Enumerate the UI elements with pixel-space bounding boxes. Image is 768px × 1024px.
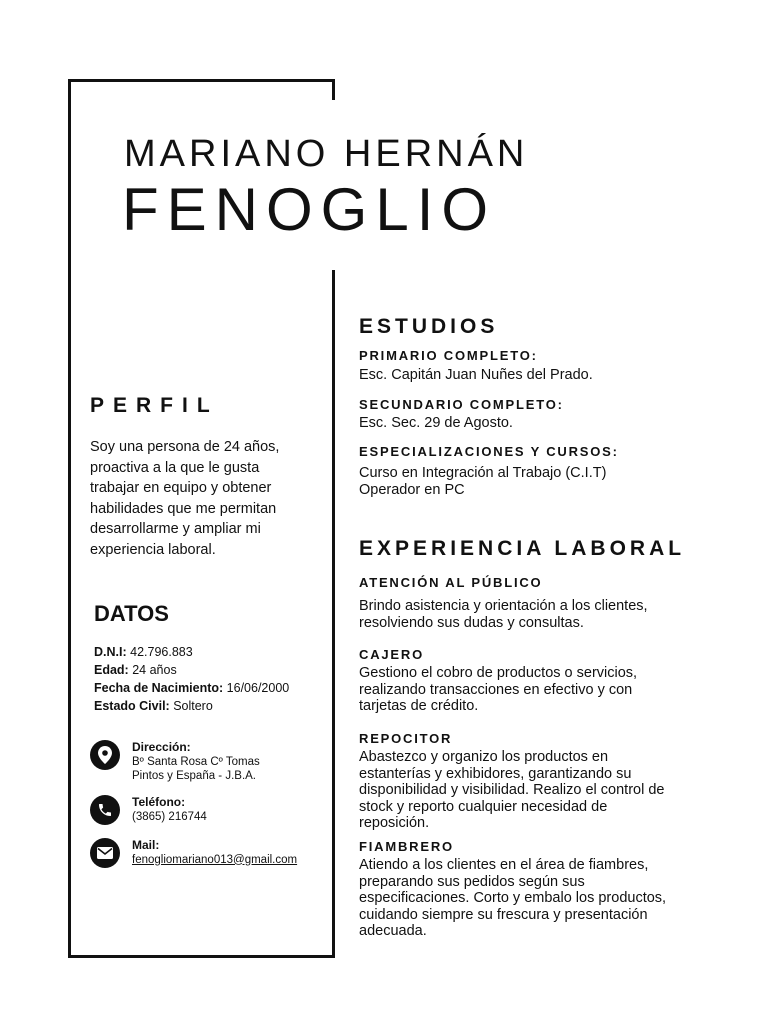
perfil-line: experiencia laboral. (90, 541, 216, 558)
last-name: FENOGLIO (122, 176, 497, 243)
experiencia-line: Atiendo a los clientes en el área de fiambres, (359, 857, 649, 873)
estudio-text (359, 465, 606, 498)
experiencia-text (359, 665, 637, 715)
experiencia-line: especificaciones. Corto y embalo los productos, (359, 890, 667, 906)
experiencia-line: Gestiono el cobro de productos o servicios, (359, 665, 638, 681)
experiencia-title: EXPERIENCIA LABORAL (359, 537, 686, 560)
experiencia-line: cuidando siempre su frescura y presentación (359, 906, 648, 923)
experiencia-line: stock y reporto cualquier necesidad de (359, 798, 608, 815)
edad-label: Edad: (94, 663, 129, 677)
edad-value: 24 años (128, 663, 177, 677)
experiencia-line: adecuada. (359, 923, 427, 939)
mail-link[interactable]: fenogliomariano013@gmail.com (132, 853, 298, 866)
estudio-text: Esc. Sec. 29 de Agosto. (359, 415, 513, 431)
experiencia-line: Brindo asistencia y orientación a los clientes, (359, 598, 648, 614)
estudio-heading: SECUNDARIO COMPLETO: (359, 397, 564, 412)
estudio-line: Curso en Integración al Trabajo (C.I.T) (359, 465, 607, 481)
experiencia-text (359, 749, 664, 832)
direccion-line: Pintos y España - J.B.A. (132, 770, 257, 782)
telefono-label: Teléfono: (132, 795, 186, 809)
telefono-value: (3865) 216744 (132, 810, 207, 823)
perfil-title: PERFIL (90, 394, 219, 417)
mail-icon (90, 838, 120, 868)
nacimiento-label: Fecha de Nacimiento: (94, 681, 224, 695)
perfil-line: proactiva a la que le gusta (90, 459, 260, 476)
experiencia-line: preparando sus pedidos según sus (359, 873, 585, 890)
datos-title: DATOS (94, 601, 169, 626)
experiencia-line: Abastezco y organizo los productos en (359, 749, 609, 765)
experiencia-line: estanterías y exhibidores, garantizando su (359, 765, 632, 782)
direccion-text (132, 740, 260, 784)
experiencia-heading: ATENCIÓN AL PÚBLICO (359, 575, 543, 590)
perfil-line: habilidades que me permitan (90, 500, 277, 517)
dni-row (94, 643, 289, 661)
estado-civil-label: Estado Civil: (94, 699, 170, 713)
perfil-line: trabajar en equipo y obtener (90, 480, 272, 496)
dni-value: 42.796.883 (126, 645, 193, 659)
perfil-line: desarrollarme y ampliar mi (90, 521, 261, 537)
perfil-text (90, 437, 330, 560)
experiencia-heading: REPOCITOR (359, 731, 453, 746)
datos-list (94, 643, 289, 715)
experiencia-text (359, 598, 648, 631)
phone-icon (90, 795, 120, 825)
first-names: MARIANO HERNÁN (124, 133, 529, 175)
mail-label: Mail: (132, 838, 160, 852)
experiencia-line: tarjetas de crédito. (359, 698, 479, 714)
experiencia-line: disponibilidad y visibilidad. Realizo el control de (359, 782, 665, 798)
mail-text (132, 838, 297, 867)
estudio-line: Operador en PC (359, 481, 465, 498)
location-pin-icon (90, 740, 120, 770)
experiencia-text (359, 857, 666, 940)
estudio-heading: ESPECIALIZACIONES Y CURSOS: (359, 444, 619, 459)
nacimiento-value: 16/06/2000 (223, 681, 290, 695)
edad-row (94, 661, 289, 679)
experiencia-heading: FIAMBRERO (359, 839, 454, 854)
perfil-line: Soy una persona de 24 años, (90, 439, 280, 455)
estado-civil-value: Soltero (169, 699, 213, 713)
experiencia-line: realizando transacciones en efectivo y con (359, 681, 633, 698)
estado-civil-row (94, 697, 289, 715)
telefono-text (132, 795, 207, 824)
direccion-label: Dirección: (132, 740, 191, 754)
estudios-title: ESTUDIOS (359, 315, 499, 338)
nacimiento-row (94, 679, 289, 697)
experiencia-heading: CAJERO (359, 647, 424, 662)
estudio-text: Esc. Capitán Juan Nuñes del Prado. (359, 367, 593, 383)
direccion-line: Bº Santa Rosa Cº Tomas (132, 755, 260, 768)
estudio-heading: PRIMARIO COMPLETO: (359, 348, 538, 363)
experiencia-line: resolviendo sus dudas y consultas. (359, 614, 584, 631)
dni-label: D.N.I: (94, 645, 127, 659)
experiencia-line: reposición. (359, 815, 430, 831)
